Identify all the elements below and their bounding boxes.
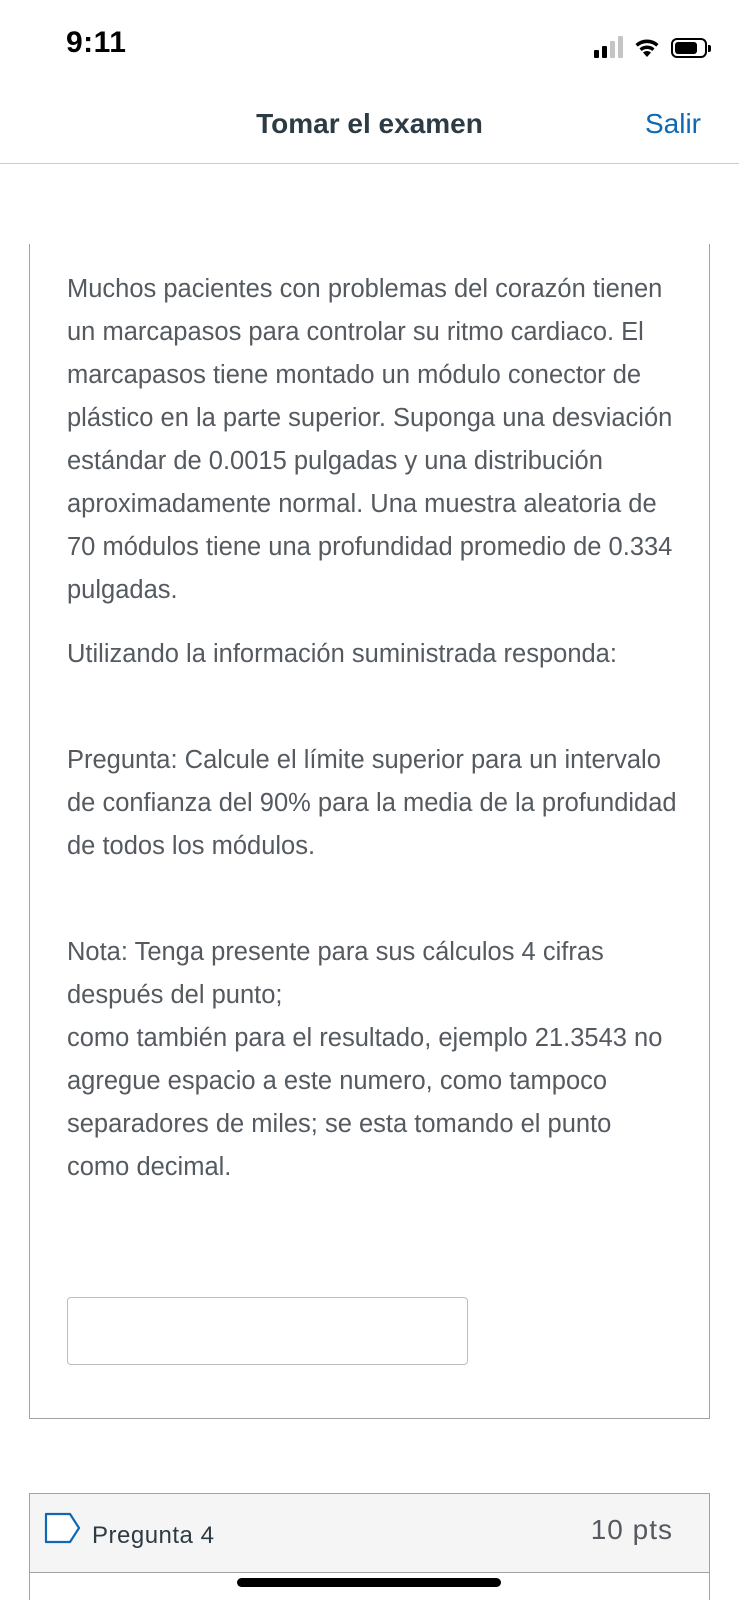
battery-icon	[671, 38, 707, 58]
question-card	[29, 244, 710, 1419]
cellular-signal-icon	[594, 36, 623, 58]
answer-input[interactable]	[67, 1297, 468, 1365]
status-icons	[594, 32, 707, 58]
status-time: 9:11	[66, 26, 127, 59]
wifi-icon	[633, 36, 661, 58]
question-note: Nota: Tenga presente para sus cálculos 4 cifras después del punto;	[67, 938, 604, 1009]
next-question-points: 10 pts	[590, 1514, 673, 1545]
exit-button[interactable]: Salir	[644, 108, 701, 139]
flag-question-icon[interactable]	[44, 1512, 82, 1544]
question-prompt: Pregunta: Calcule el límite superior para un intervalo de confianza del 90% para la media de la profundidad de todos los módulos.	[67, 746, 677, 860]
question-context: Muchos pacientes con problemas del corazón tienen un marcapasos para controlar su ritmo cardiaco. El marcapasos tiene montado un módulo conector de plástico en la parte superior. Suponga una desviación estándar de 0.0015 pulgadas y una distribución aproximadamente normal. Una muestra aleatoria de 70 módulos tiene una profundidad promedio de 0.334 pulgadas.	[67, 275, 673, 604]
question-instruction: Utilizando la información suministrada responda:	[67, 640, 617, 668]
page-title: Tomar el examen	[256, 108, 483, 139]
status-bar	[0, 0, 739, 90]
question-note-detail: como también para el resultado, ejemplo 21.3543 no agregue espacio a este numero, como tampoco separadores de miles; se esta tomando el punto como decimal.	[67, 1024, 663, 1181]
question-text	[67, 268, 677, 1189]
next-question-title: Pregunta 4	[92, 1522, 215, 1549]
nav-bar	[0, 90, 739, 164]
home-indicator[interactable]	[237, 1578, 501, 1587]
next-question-header	[29, 1493, 710, 1573]
